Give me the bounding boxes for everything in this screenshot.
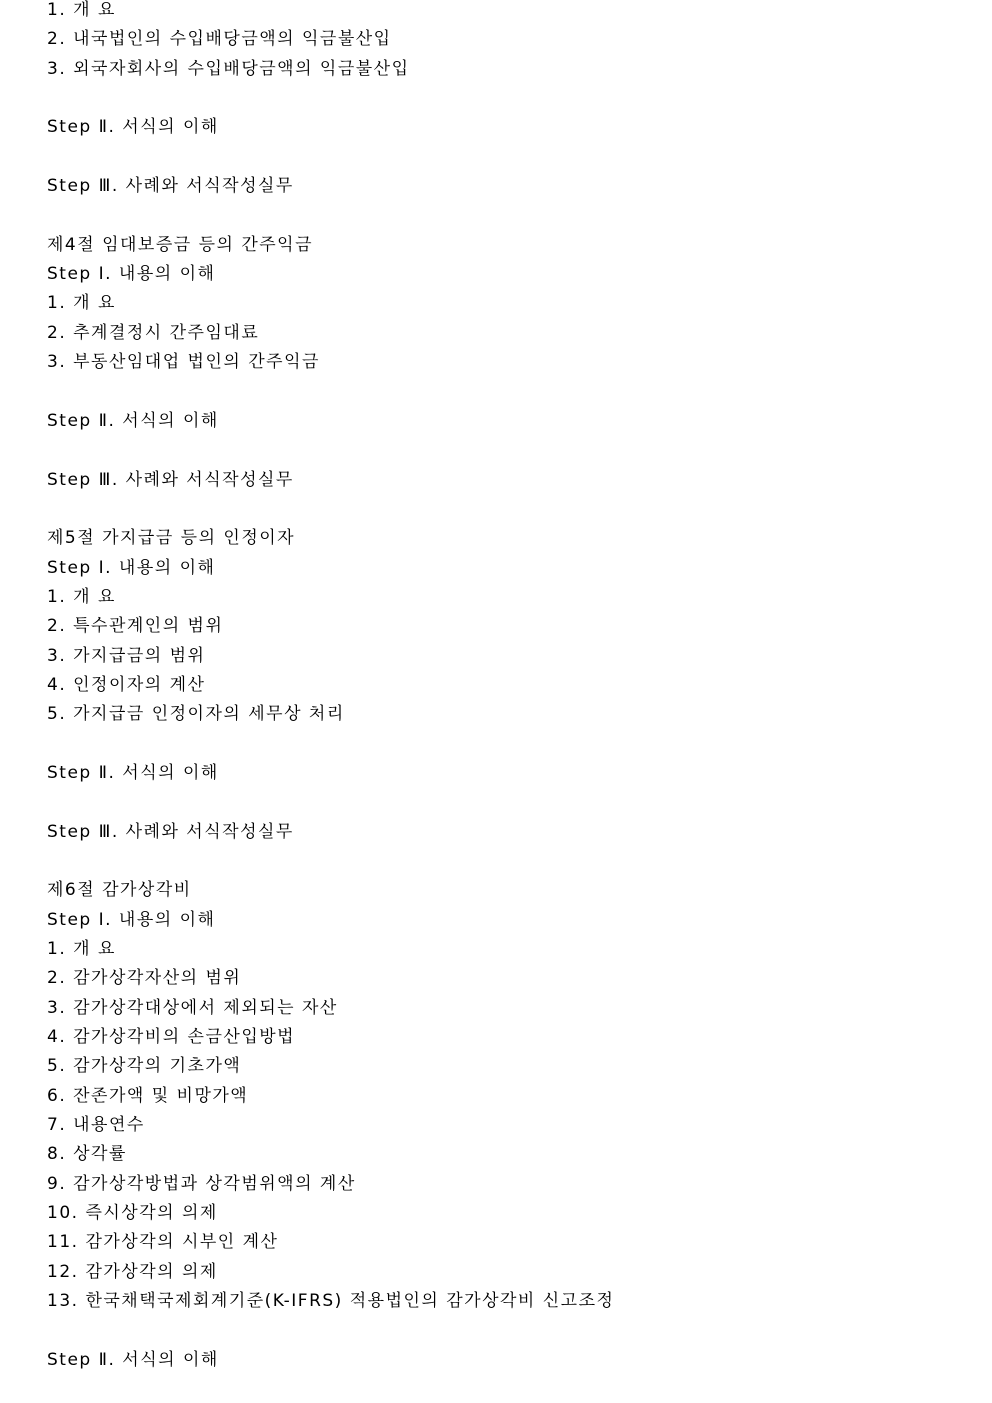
toc-step-heading: Step Ⅲ. 사례와 서식작성실무	[47, 176, 294, 197]
toc-step-heading: Step Ⅱ. 서식의 이해	[47, 1349, 219, 1370]
table-of-contents	[47, 0, 947, 1375]
toc-section-heading: 제5절 가지급금 등의 인정이자	[47, 528, 296, 549]
toc-step-heading: Step Ⅰ. 내용의 이해	[47, 557, 216, 578]
toc-line: 12. 감가상각의 의제	[47, 1261, 218, 1282]
toc-line: 2. 특수관계인의 범위	[47, 616, 224, 637]
toc-line: 7. 내용연수	[47, 1115, 145, 1136]
toc-line: 9. 감가상각방법과 상각범위액의 계산	[47, 1173, 356, 1194]
toc-step-heading: Step Ⅲ. 사례와 서식작성실무	[47, 821, 294, 842]
blank-line	[47, 436, 947, 465]
toc-line: 13. 한국채택국제회계기준(K-IFRS) 적용법인의 감가상각비 신고조정	[47, 1291, 615, 1312]
blank-line	[47, 201, 947, 230]
toc-step-heading: Step Ⅱ. 서식의 이해	[47, 762, 219, 783]
toc-line: 8. 상각률	[47, 1144, 127, 1165]
toc-line: 3. 부동산임대업 법인의 간주익금	[47, 352, 320, 373]
toc-step-heading: Step Ⅰ. 내용의 이해	[47, 264, 216, 285]
toc-line: 10. 즉시상각의 의제	[47, 1203, 218, 1224]
toc-section-heading: 제6절 감가상각비	[47, 880, 192, 901]
blank-line	[47, 788, 947, 817]
toc-line: 1. 개 요	[47, 939, 116, 959]
blank-line	[47, 1316, 947, 1345]
toc-line: 1. 개 요	[47, 0, 116, 20]
blank-line	[47, 847, 947, 876]
toc-line: 3. 가지급금의 범위	[47, 645, 206, 666]
toc-line: 11. 감가상각의 시부인 계산	[47, 1232, 279, 1253]
toc-line: 4. 인정이자의 계산	[47, 674, 206, 695]
toc-step-heading: Step Ⅱ. 서식의 이해	[47, 117, 219, 138]
blank-line	[47, 84, 947, 113]
toc-line: 5. 가지급금 인정이자의 세무상 처리	[47, 704, 345, 725]
blank-line	[47, 495, 947, 524]
blank-line	[47, 143, 947, 172]
toc-line: 1. 개 요	[47, 586, 116, 607]
toc-line: 3. 외국자회사의 수입배당금액의 익금불산입	[47, 58, 410, 79]
blank-line	[47, 730, 947, 759]
toc-line: 5. 감가상각의 기초가액	[47, 1056, 242, 1077]
toc-line: 1. 개 요	[47, 293, 116, 314]
toc-step-heading: Step Ⅱ. 서식의 이해	[47, 410, 219, 431]
toc-line: 6. 잔존가액 및 비망가액	[47, 1085, 249, 1106]
toc-section-heading: 제4절 임대보증금 등의 간주익금	[47, 234, 314, 255]
toc-step-heading: Step Ⅰ. 내용의 이해	[47, 909, 216, 930]
blank-line	[47, 377, 947, 406]
toc-line: 4. 감가상각비의 손금산입방법	[47, 1027, 296, 1048]
toc-line: 2. 감가상각자산의 범위	[47, 968, 242, 989]
toc-line: 2. 추계결정시 간주임대료	[47, 322, 260, 343]
toc-line: 2. 내국법인의 수입배당금액의 익금불산입	[47, 29, 392, 50]
toc-line: 3. 감가상각대상에서 제외되는 자산	[47, 997, 338, 1018]
toc-step-heading: Step Ⅲ. 사례와 서식작성실무	[47, 469, 294, 490]
